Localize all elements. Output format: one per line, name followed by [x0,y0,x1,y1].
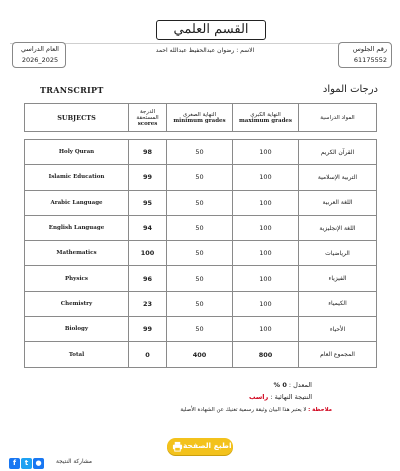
max-cell: 100 [233,291,299,316]
facebook-icon[interactable]: f [9,458,20,469]
table-row [25,241,377,266]
subject-ar: المجموع العام [299,342,377,367]
grades-table [24,103,377,368]
twitter-icon[interactable]: t [21,458,32,469]
max-grades-header: النهاية الكبرى maximum grades [233,104,299,132]
header-divider [10,43,390,44]
final-result-line [232,393,312,401]
min-cell: 50 [167,215,233,240]
min-cell: 50 [167,266,233,291]
score-cell: 94 [129,215,167,240]
subject-en: Holy Quran [25,140,129,165]
max-cell: 100 [233,317,299,342]
subject-en: Mathematics [25,241,129,266]
seat-label: رقم الجلوس [352,45,387,53]
score-cell: 99 [129,165,167,190]
table-row [25,215,377,240]
max-cell: 100 [233,165,299,190]
average-value: 0 % [273,381,287,389]
max-cell: 100 [233,266,299,291]
subject-ar: اللغة العربية [299,190,377,215]
max-cell: 100 [233,215,299,240]
min-cell: 400 [167,342,233,367]
share-label: مشاركة النتيجة [56,459,93,465]
max-cell: 100 [233,190,299,215]
seat-number-box [338,42,392,68]
subject-ar: الأحياء [299,317,377,342]
table-row [25,190,377,215]
subject-ar-header: المواد الدراسية [299,104,377,132]
min-cell: 50 [167,291,233,316]
print-page-button[interactable] [167,438,233,455]
subject-en: Physics [25,266,129,291]
printer-icon [172,441,183,452]
average-label: المعدل : [288,381,312,389]
score-cell: 99 [129,317,167,342]
share-bar [9,458,109,470]
subject-ar: الفيزياء [299,266,377,291]
max-cell: 100 [233,140,299,165]
min-cell: 50 [167,317,233,342]
year-label: العام الدراسي [20,45,59,53]
subject-ar: القرآن الكريم [299,140,377,165]
share-icon[interactable]: ● [33,458,44,469]
table-row [25,165,377,190]
subject-ar: التربية الإسلامية [299,165,377,190]
max-cell: 800 [233,342,299,367]
min-cell: 50 [167,190,233,215]
table-row [25,266,377,291]
score-cell: 100 [129,241,167,266]
grades-heading: درجات المواد [322,84,378,95]
print-button-label: اطبع الصفحة [183,441,232,450]
subject-en: English Language [25,215,129,240]
min-cell: 50 [167,241,233,266]
min-cell: 50 [167,165,233,190]
subject-en: Chemistry [25,291,129,316]
disclaimer-note [140,407,332,413]
min-cell: 50 [167,140,233,165]
final-result-value: راسب [249,393,269,401]
transcript-heading: TRANSCRIPT [40,85,104,95]
subject-en: Islamic Education [25,165,129,190]
score-cell: 95 [129,190,167,215]
subject-en: Biology [25,317,129,342]
table-row [25,291,377,316]
table-row [25,317,377,342]
score-cell: 98 [129,140,167,165]
average-line [232,381,312,389]
subject-en: Arabic Language [25,190,129,215]
score-cell: 23 [129,291,167,316]
year-value: 2026_2025 [21,56,59,64]
total-row [25,342,377,367]
subject-ar: الرياضيات [299,241,377,266]
seat-number: 61175552 [353,56,387,64]
result-summary [238,375,312,409]
table-row [25,140,377,165]
academic-year-box [12,42,66,68]
subject-ar: الكيمياء [299,291,377,316]
scores-header: الدرجة المستحقة scores [129,104,167,132]
max-cell: 100 [233,241,299,266]
subjects-header: SUBJECTS [25,104,129,132]
table-header-row [25,104,377,132]
note-text: لا يعتبر هذا البيان وثيقة رسمية تغنيك عن الشهادة الأصلية [180,407,307,413]
subject-ar: اللغة الإنجليزية [299,215,377,240]
note-label: ملاحظة : [308,407,332,413]
subject-en: Total [25,342,129,367]
final-result-label: النتيجة النهائية : [270,393,312,401]
score-cell: 96 [129,266,167,291]
score-cell: 0 [129,342,167,367]
student-name: الاسم : رضوان عبدالحفيظ عبدالله احمد [155,47,255,54]
min-grades-header: النهاية الصغرى minimum grades [167,104,233,132]
page-title: القسم العلمي [156,20,266,40]
